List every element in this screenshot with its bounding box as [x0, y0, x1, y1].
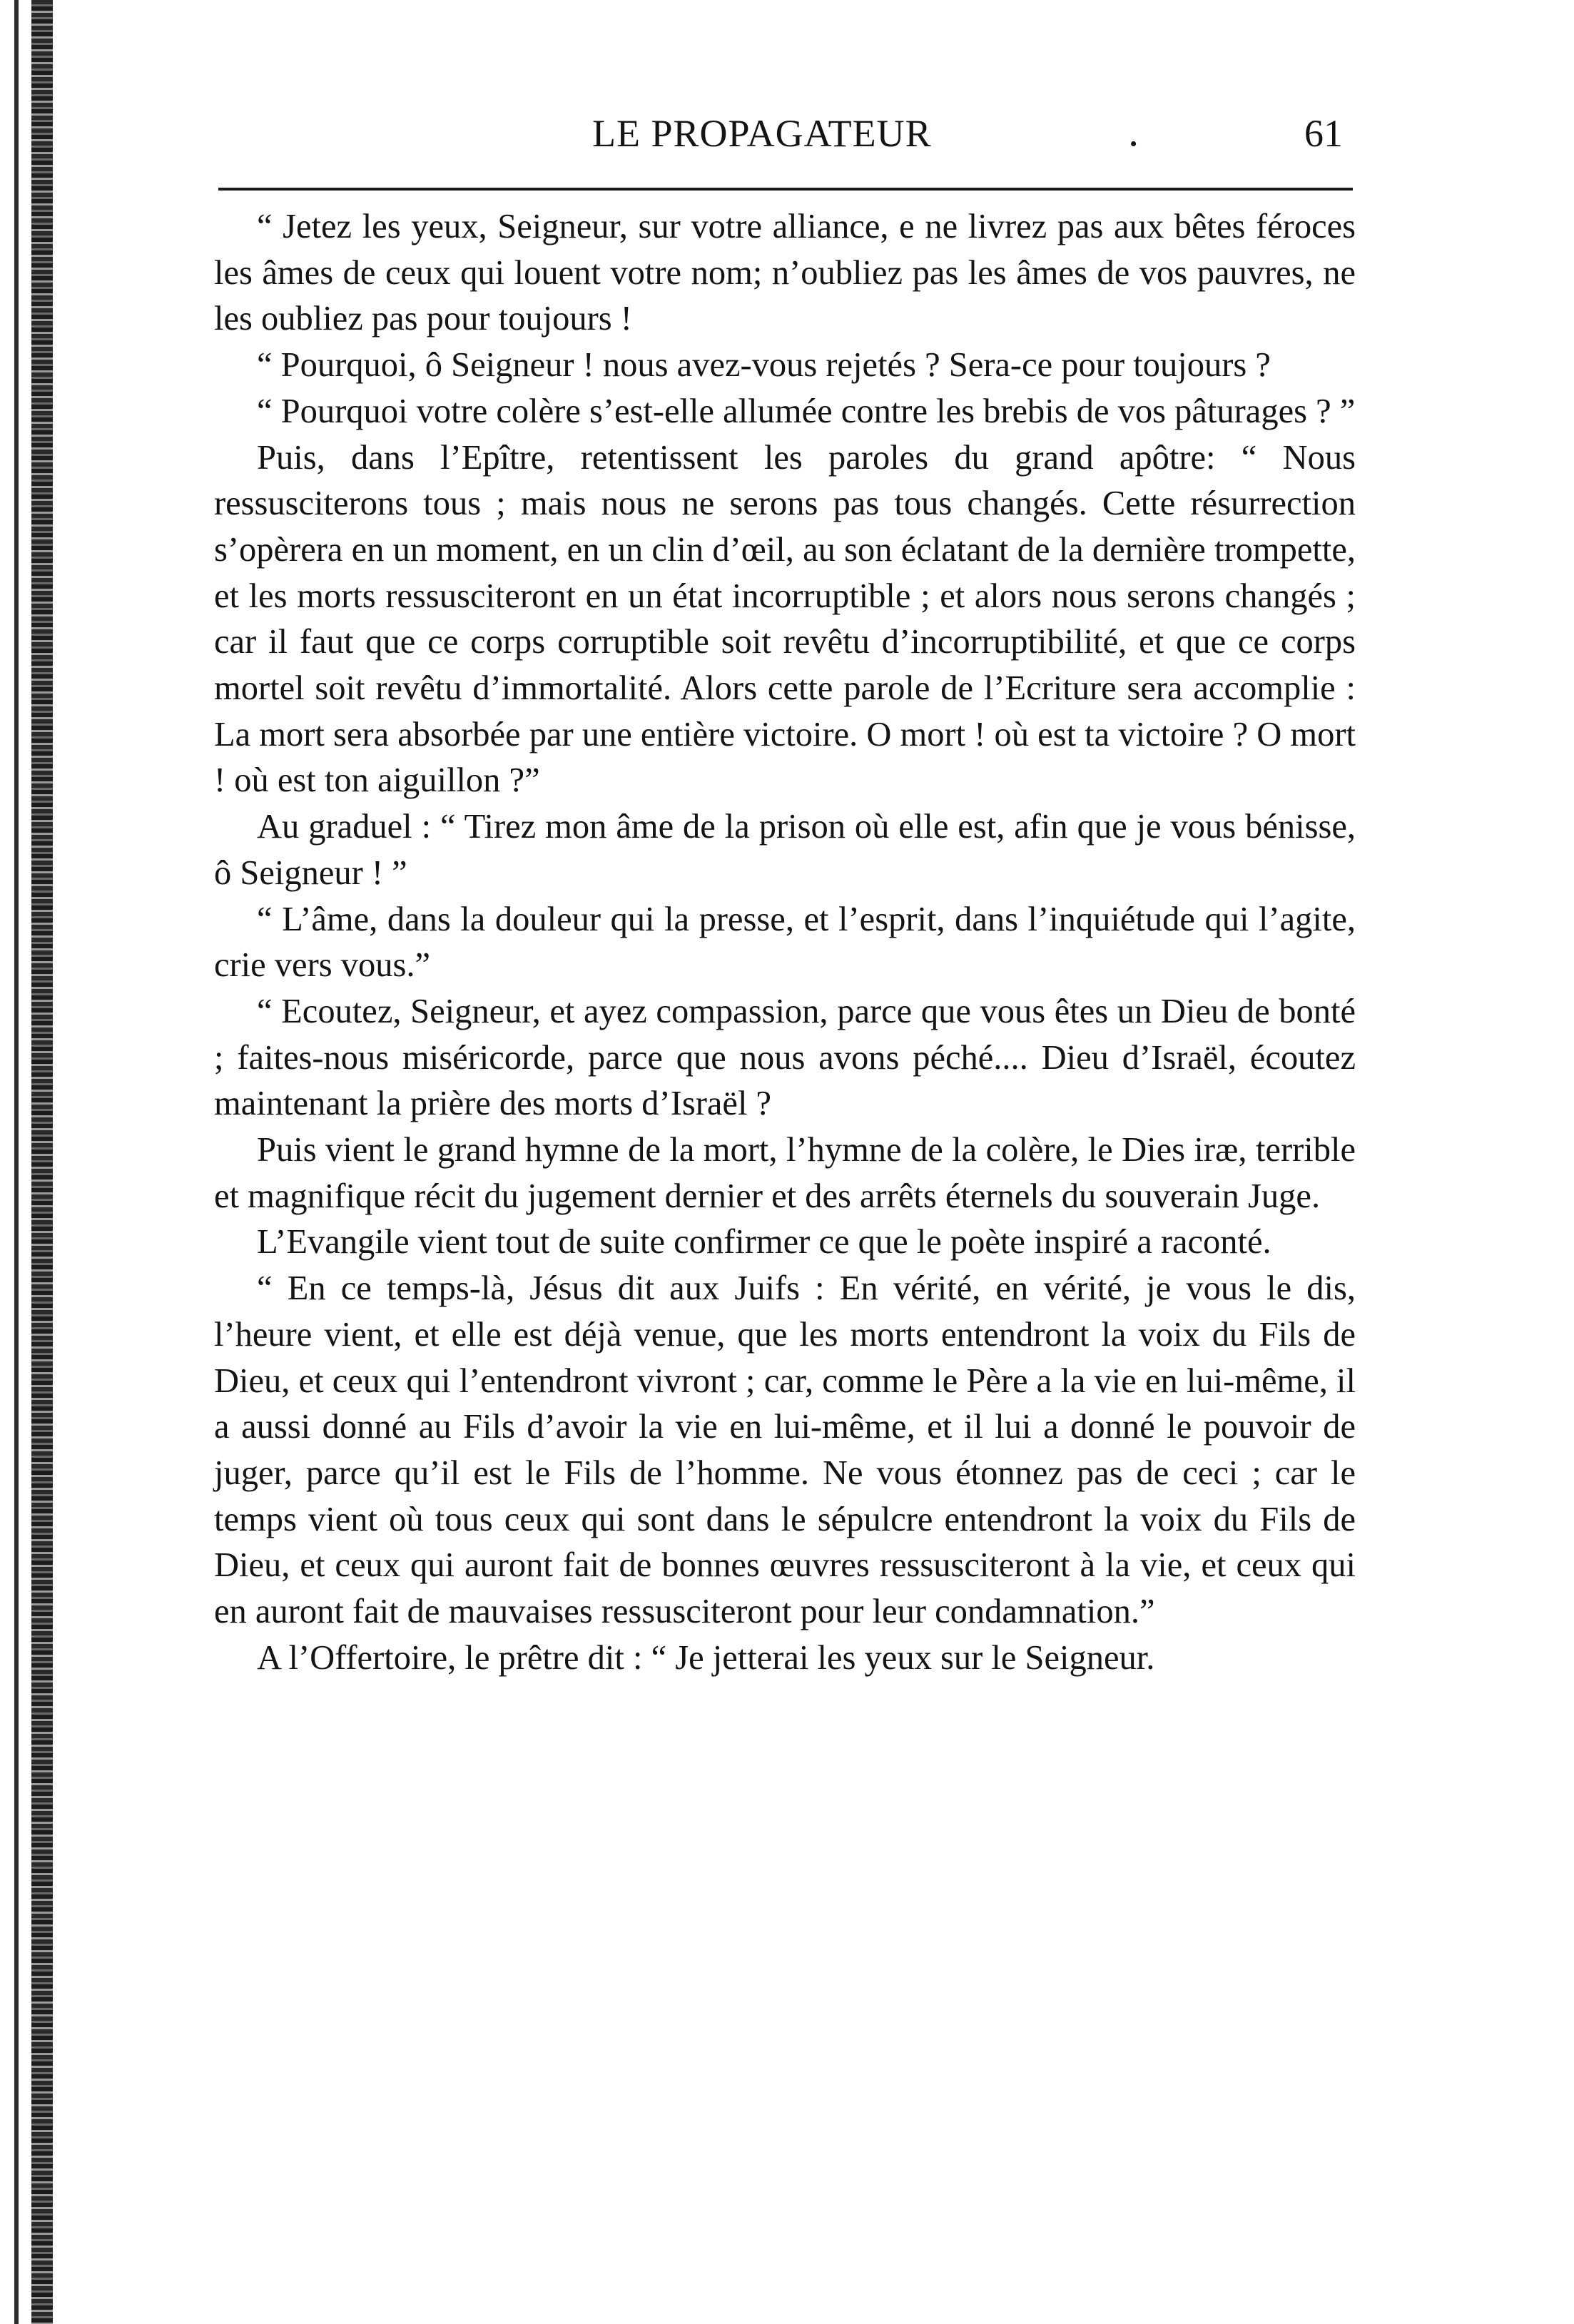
- paragraph: “ Pourquoi, ô Seigneur ! nous avez-vous rejetés ? Sera-ce pour toujours ?: [257, 346, 1271, 385]
- binding-line: [14, 0, 19, 2324]
- paragraph: “ Pourquoi votre colère s’est-elle allumée contre les brebis de vos pâturages ? ”: [257, 392, 1356, 430]
- paragraph: Au graduel : “ Tirez mon âme de la prison où elle est, afin que je vous bénisse, ô Seigneur ! ”: [214, 808, 1356, 892]
- header-rule: [218, 188, 1353, 191]
- paragraph: L’Evangile vient tout de suite confirmer ce que le poète inspiré a raconté.: [257, 1223, 1271, 1262]
- book-binding-edge: [31, 0, 53, 2324]
- paragraph: “ Jetez les yeux, Seigneur, sur votre alliance, e ne livrez pas aux bêtes féroces les âmes de ceux qui louent votre nom; n’oubliez pas les âmes de vos pauvres, ne les oubliez pas pour toujours !: [214, 208, 1356, 338]
- paragraph: Puis vient le grand hymne de la mort, l’hymne de la colère, le Dies iræ, terrible et magnifique récit du jugement dernier et des arrêts éternels du souverain Juge.: [214, 1131, 1356, 1215]
- page-body: [214, 204, 1356, 1682]
- page-header: [214, 106, 1356, 163]
- paragraph: A l’Offertoire, le prêtre dit : “ Je jetterai les yeux sur le Seigneur.: [257, 1638, 1155, 1677]
- paragraph: “ En ce temps-là, Jésus dit aux Juifs : En vérité, en vérité, je vous le dis, l’heure vient, et elle est déjà venue, que les morts entendront la voix du Fils de Dieu, et ceux qui l’entendront vivront ; car, comme le Père a la vie en lui-même, il a aussi donné au Fils d’avoir la vie en lui-même, et il lui a donné le pouvoir de juger, parce qu’il est le Fils de l’homme. Ne vous étonnez pas de ceci ; car le temps vient où tous ceux qui sont dans le sépulcre entendront la voix du Fils de Dieu, et ceux qui auront fait de bonnes œuvres ressusciteront à la vie, et ceux qui en auront fait de mauvaises ressusciteront pour leur condamnation.”: [214, 1269, 1356, 1631]
- paragraph: Puis, dans l’Epître, retentissent les paroles du grand apôtre: “ Nous ressusciterons tous ; mais nous ne serons pas tous changés. Cette résurrection s’opèrera en un moment, en un clin d’œil, au son éclatant de la dernière trompette, et les morts ressusciteront en un état incorruptible ; et alors nous serons changés ; car il faut que ce corps corruptible soit revêtu d’incorruptibilité, et que ce corps mortel soit revêtu d’immortalité. Alors cette parole de l’Ecriture sera accomplie : La mort sera absorbée par une entière victoire. O mort ! où est ta victoire ? O mort ! où est ton aiguillon ?”: [214, 438, 1356, 800]
- paragraph: “ Ecoutez, Seigneur, et ayez compassion, parce que vous êtes un Dieu de bonté ; faites-nous miséricorde, parce que nous avons péché.... Dieu d’Israël, écoutez maintenant la prière des morts d’Israël ?: [214, 992, 1356, 1123]
- page-number: 61: [1304, 112, 1343, 155]
- header-separator: .: [1127, 110, 1140, 155]
- running-title: LE PROPAGATEUR: [592, 112, 932, 155]
- paragraph: “ L’âme, dans la douleur qui la presse, et l’esprit, dans l’inquiétude qui l’agite, crie vers vous.”: [214, 900, 1356, 985]
